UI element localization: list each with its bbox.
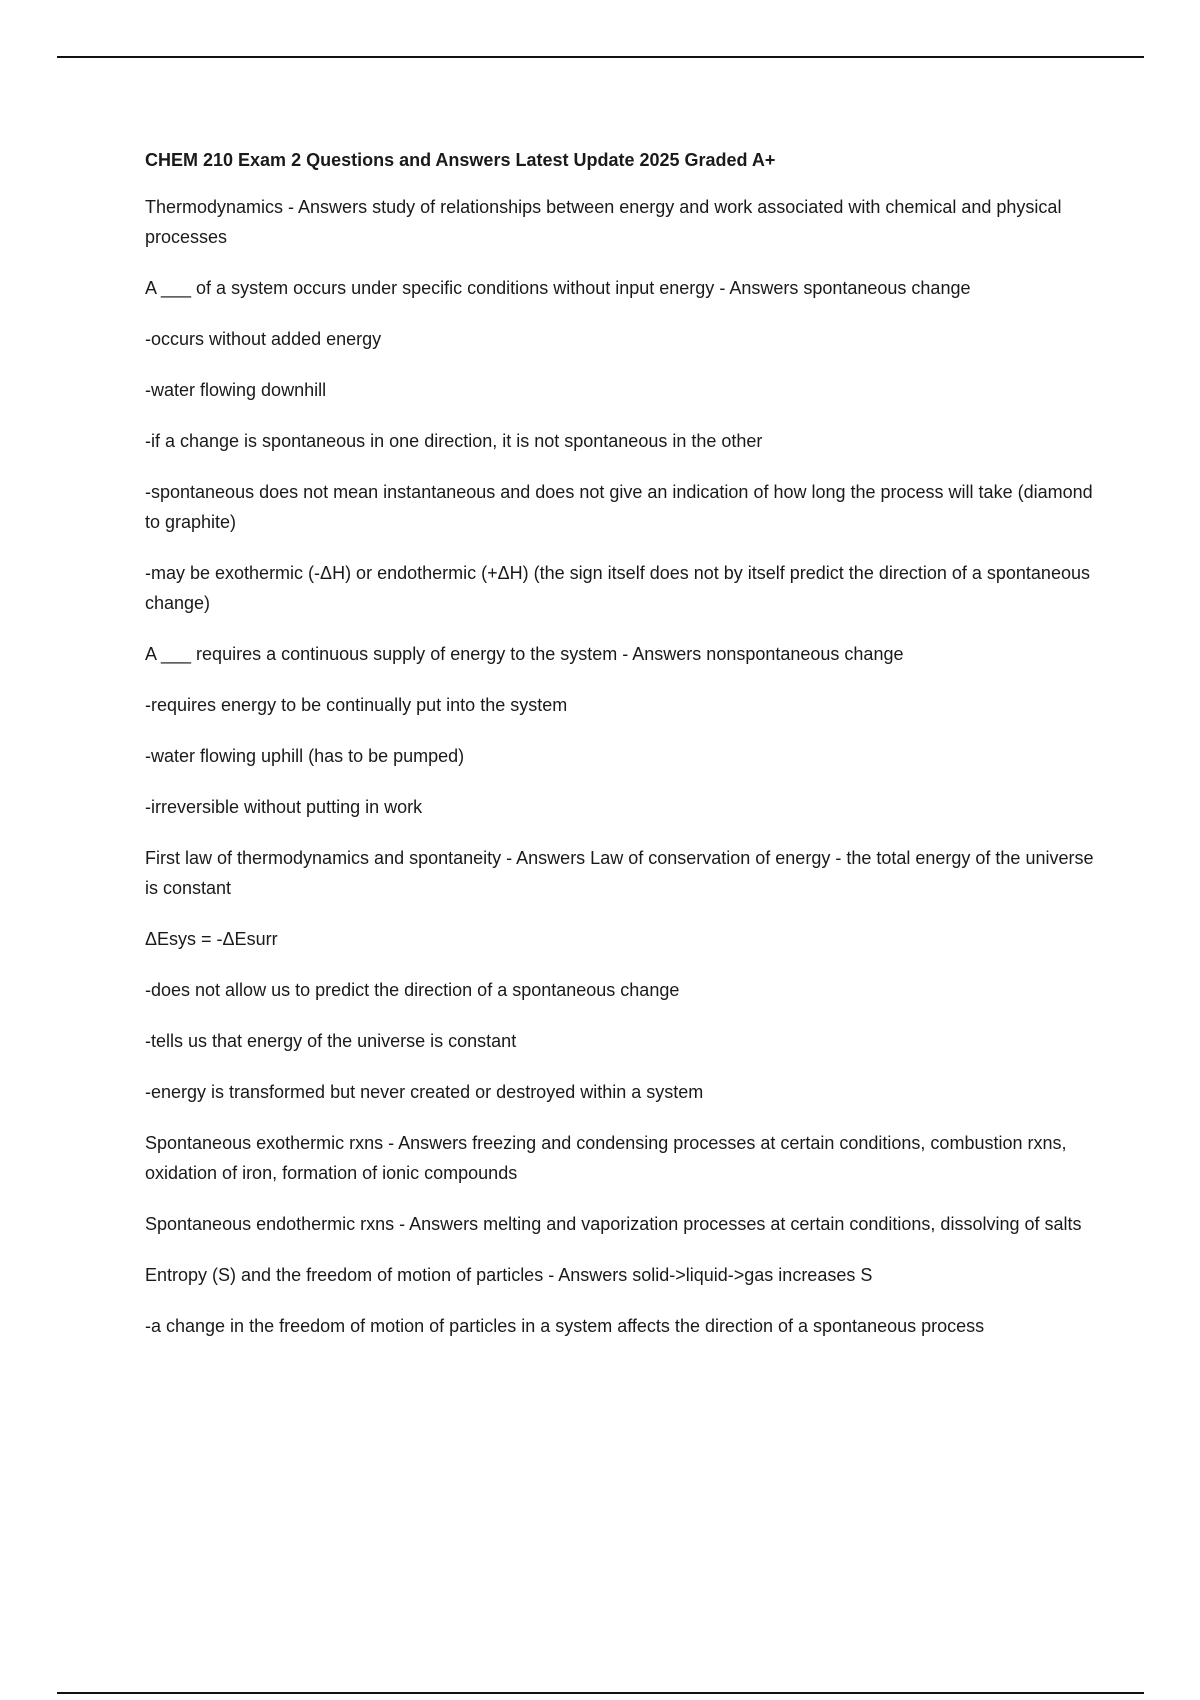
paragraph: Entropy (S) and the freedom of motion of particles - Answers solid->liquid->gas increases S	[145, 1265, 873, 1285]
paragraph: -occurs without added energy	[145, 329, 382, 349]
paragraph: -irreversible without putting in work	[145, 797, 423, 817]
paragraph: -energy is transformed but never created or destroyed within a system	[145, 1082, 704, 1102]
paragraph: -does not allow us to predict the direction of a spontaneous change	[145, 980, 680, 1000]
paragraph: A ___ requires a continuous supply of energy to the system - Answers nonspontaneous change	[145, 644, 904, 664]
paragraph: A ___ of a system occurs under specific conditions without input energy - Answers spontaneous change	[145, 278, 971, 298]
paragraph: -requires energy to be continually put into the system	[145, 695, 568, 715]
footer-rule	[57, 1692, 1144, 1694]
header-rule	[57, 56, 1144, 58]
paragraph: -tells us that energy of the universe is constant	[145, 1031, 517, 1051]
paragraph: -spontaneous does not mean instantaneous and does not give an indication of how long the process will take (diamond to graphite)	[145, 482, 1093, 532]
paragraph: First law of thermodynamics and spontaneity - Answers Law of conservation of energy - the total energy of the universe is constant	[145, 848, 1094, 898]
paragraph: Spontaneous endothermic rxns - Answers melting and vaporization processes at certain conditions, dissolving of salts	[145, 1214, 1082, 1234]
paragraph: Thermodynamics - Answers study of relationships between energy and work associated with chemical and physical processes	[145, 197, 1062, 247]
document-body	[145, 146, 1100, 1362]
paragraph: Spontaneous exothermic rxns - Answers freezing and condensing processes at certain conditions, combustion rxns, oxidation of iron, formation of ionic compounds	[145, 1133, 1067, 1183]
paragraph: -water flowing uphill (has to be pumped)	[145, 746, 465, 766]
paragraph: -a change in the freedom of motion of particles in a system affects the direction of a spontaneous process	[145, 1316, 985, 1336]
paragraph: -water flowing downhill	[145, 380, 327, 400]
paragraph: ΔEsys = -ΔEsurr	[145, 929, 278, 949]
paragraph: -may be exothermic (-ΔH) or endothermic (+ΔH) (the sign itself does not by itself predict the direction of a spontaneous change)	[145, 563, 1090, 613]
paragraph: -if a change is spontaneous in one direction, it is not spontaneous in the other	[145, 431, 763, 451]
document-title: CHEM 210 Exam 2 Questions and Answers Latest Update 2025 Graded A+	[145, 150, 776, 170]
